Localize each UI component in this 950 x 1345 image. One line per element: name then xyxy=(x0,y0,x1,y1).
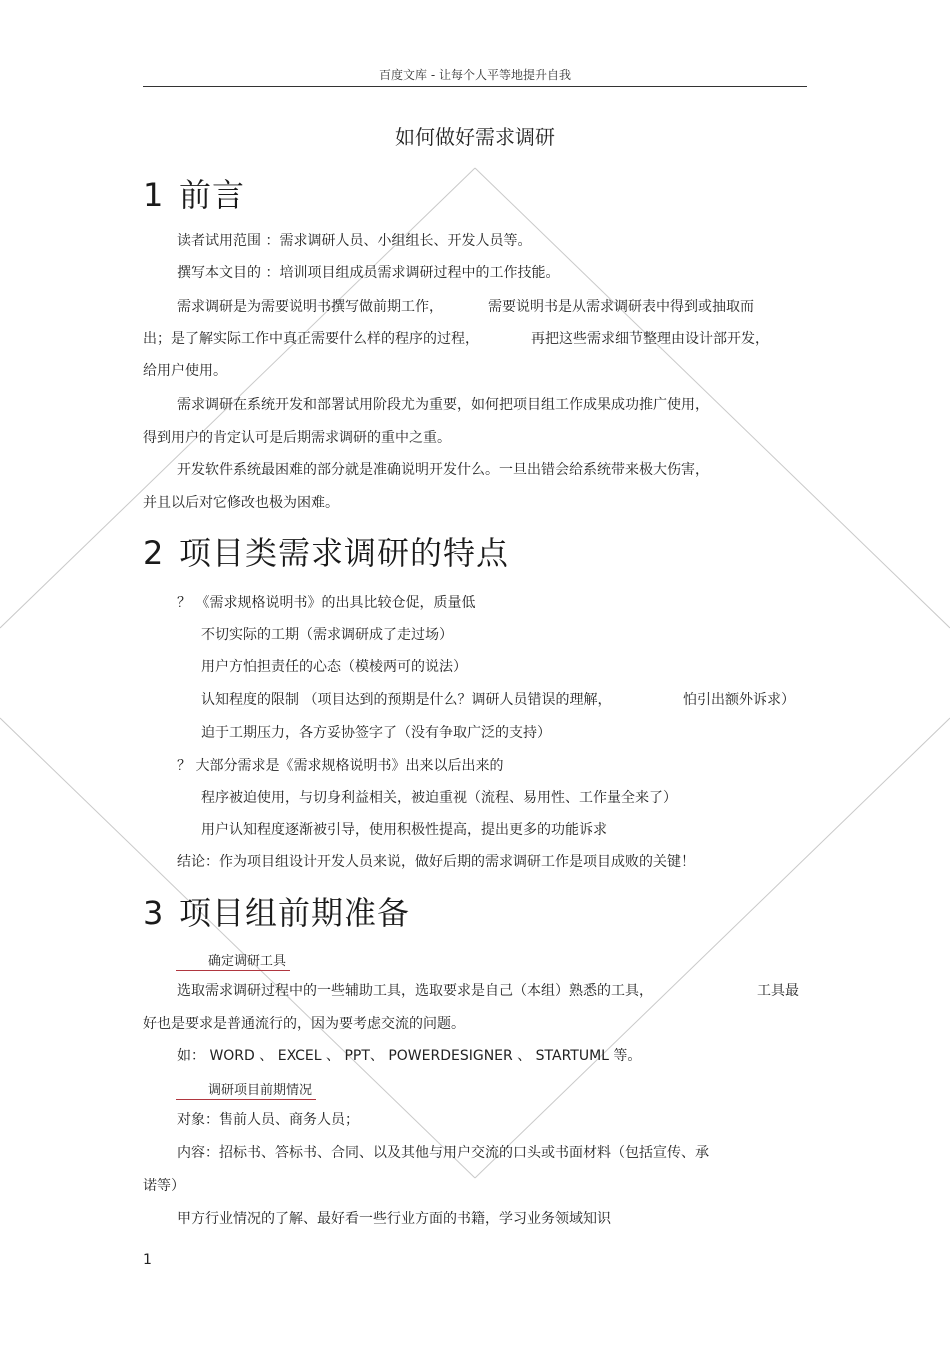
bullet-1-item-1: 不切实际的工期（需求调研成了走过场） xyxy=(201,627,453,643)
tools-line-1a: 选取需求调研过程中的一些辅助工具，选取要求是自己（本组）熟悉的工具， xyxy=(177,983,653,999)
research-content-line-1: 内容：招标书、答标书、合同、以及其他与用户交流的口头或书面材料（包括宣传、承 xyxy=(177,1145,709,1161)
bullet-1-item-4: 迫于工期压力，各方妥协签字了（没有争取广泛的支持） xyxy=(201,725,551,741)
section-3-heading xyxy=(143,888,410,934)
bullet-1-item-3a: 认知程度的限制 （项目达到的预期是什么？调研人员错误的理解， xyxy=(201,692,612,708)
header-divider xyxy=(143,86,807,87)
industry-knowledge: 甲方行业情况的了解、最好看一些行业方面的书籍，学习业务领域知识 xyxy=(177,1211,611,1227)
paragraph-3-line-2: 并且以后对它修改也极为困难。 xyxy=(143,495,339,511)
section-3-title: 项目组前期准备 xyxy=(179,894,411,932)
section-2-number: 2 xyxy=(143,534,165,572)
tools-examples: 如： WORD 、 EXCEL 、 PPT、 POWERDESIGNER 、 STARTUML 等。 xyxy=(177,1048,642,1064)
research-content-line-2: 诺等） xyxy=(143,1178,185,1194)
paragraph-1-line-1a: 需求调研是为需要说明书撰写做前期工作， xyxy=(177,299,443,315)
section-3-number: 3 xyxy=(143,894,165,932)
bullet-1: ？ 《需求规格说明书》的出具比较仓促，质量低 xyxy=(177,595,476,611)
bullet-2-item-1: 程序被迫使用，与切身利益相关，被迫重视（流程、易用性、工作量全来了） xyxy=(201,790,677,806)
reader-scope: 读者试用范围 ：需求调研人员、小组组长、开发人员等。 xyxy=(177,233,532,249)
tools-line-2: 好也是要求是普通流行的，因为要考虑交流的问题。 xyxy=(143,1016,465,1032)
bullet-1-item-3b: 怕引出额外诉求） xyxy=(683,692,795,708)
conclusion: 结论：作为项目组设计开发人员来说，做好后期的需求调研工作是项目成败的关键！ xyxy=(177,854,695,870)
writing-purpose: 撰写本文目的 ：培训项目组成员需求调研过程中的工作技能。 xyxy=(177,265,560,281)
paragraph-1-line-3: 给用户使用。 xyxy=(143,363,227,379)
paragraph-1-line-1b: 需要说明书是从需求调研表中得到或抽取而 xyxy=(488,299,754,315)
section-2-heading xyxy=(143,528,509,574)
subheading-preliminary-situation: 调研项目前期情况 xyxy=(176,1079,316,1100)
paragraph-2-line-1: 需求调研在系统开发和部署试用阶段尤为重要，如何把项目组工作成果成功推广使用， xyxy=(177,397,709,413)
tools-line-1b: 工具最 xyxy=(757,983,799,999)
page-number: 1 xyxy=(143,1252,152,1268)
research-target: 对象：售前人员、商务人员； xyxy=(177,1112,359,1128)
section-1-heading xyxy=(143,170,245,216)
bullet-1-item-2: 用户方怕担责任的心态（模棱两可的说法） xyxy=(201,659,467,675)
subheading-research-tools: 确定调研工具 xyxy=(176,950,290,971)
page-header-text: 百度文库 - 让每个人平等地提升自我 xyxy=(379,68,571,82)
bullet-2-item-2: 用户认知程度逐渐被引导，使用积极性提高，提出更多的功能诉求 xyxy=(201,822,607,838)
bullet-2: ？ 大部分需求是《需求规格说明书》出来以后出来的 xyxy=(177,758,504,774)
paragraph-2-line-2: 得到用户的肯定认可是后期需求调研的重中之重。 xyxy=(143,430,451,446)
section-2-title: 项目类需求调研的特点 xyxy=(179,534,510,572)
paragraph-1-line-2b: 再把这些需求细节整理由设计部开发， xyxy=(531,331,769,347)
section-1-title: 前言 xyxy=(179,176,246,214)
section-1-number: 1 xyxy=(143,176,165,214)
document-title: 如何做好需求调研 xyxy=(395,125,555,149)
paragraph-1-line-2a: 出；是了解实际工作中真正需要什么样的程序的过程， xyxy=(143,331,479,347)
paragraph-3-line-1: 开发软件系统最困难的部分就是准确说明开发什么。一旦出错会给系统带来极大伤害， xyxy=(177,462,709,478)
